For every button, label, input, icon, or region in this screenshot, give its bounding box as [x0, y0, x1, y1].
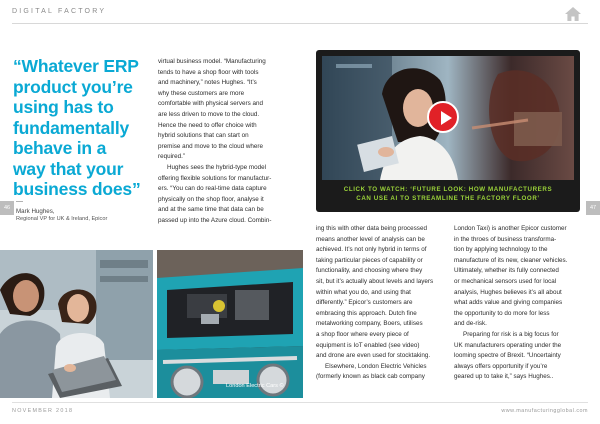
text-line: within what you do, and using that — [316, 288, 411, 296]
text-line: tion by applying technology to the — [454, 246, 548, 254]
header-divider — [12, 23, 588, 24]
text-line: functionality, and choosing where they — [316, 267, 423, 275]
text-line: passed up into the Azure cloud. Combin- — [158, 216, 272, 224]
pull-quote — [13, 56, 163, 200]
article-column-1 — [158, 57, 304, 227]
text-line: virtual business model. “Manufacturing — [158, 58, 266, 65]
video-caption[interactable] — [322, 186, 574, 204]
text-line: sit, but it’s actually about levels and layers — [316, 277, 434, 285]
attribution-role: Regional VP for UK & Ireland, Epicor — [16, 216, 108, 222]
engineers-photo — [0, 250, 153, 398]
text-line: Hughes sees the hybrid-type model — [167, 163, 267, 171]
footer-divider — [12, 402, 588, 403]
text-line: or mechanical sensors used for local — [454, 277, 557, 285]
text-line: always offers opportunity if you’re — [454, 362, 548, 370]
text-line: means another level of analysis can be — [316, 235, 425, 243]
pull-quote-line: fundamentally — [13, 117, 130, 138]
text-line: taking particular pieces of capability or — [316, 256, 423, 264]
attribution-name: Mark Hughes, — [16, 208, 55, 215]
text-line: (formerly known as black cab company — [316, 373, 425, 381]
text-line: equipment is IoT enabled (see video) — [316, 341, 420, 349]
pull-quote-line: product you’re — [13, 76, 133, 97]
text-line: the opportunity to do more for less — [454, 309, 550, 317]
attribution-dash: — — [16, 198, 23, 205]
page-number-right: 47 — [586, 201, 600, 215]
article-column-3 — [454, 224, 586, 383]
text-line: manufacture of its new, cleaner vehicles. — [454, 256, 568, 264]
text-line: and drone are even used for stocktaking. — [316, 352, 431, 360]
footer-date: NOVEMBER 2018 — [12, 408, 74, 414]
pull-quote-line: behave in a — [13, 138, 107, 158]
home-icon[interactable] — [565, 7, 581, 21]
text-line: a shop floor where every piece of — [316, 330, 409, 338]
text-line: and de-risk. — [454, 320, 487, 328]
text-line: achieved. It’s not only hybrid in terms of — [316, 246, 427, 254]
text-line: ers. “You can do real-time data capture — [158, 185, 267, 193]
text-line: differently.” Epicor’s customers are — [316, 299, 413, 307]
page-number-left: 46 — [0, 201, 14, 215]
text-line: what adds value and giving companies — [454, 299, 563, 307]
text-line: and machinery,” notes Hughes. “It’s — [158, 79, 257, 87]
text-line: embracing this approach. Dutch fine — [316, 309, 417, 317]
pull-quote-line: using has to — [13, 97, 114, 117]
photo-credit: London Electric Cars © — [226, 383, 284, 389]
text-line: why these customers are more — [158, 89, 245, 97]
text-line: offering flexible solutions for manufactur- — [158, 174, 272, 182]
text-line: in the throes of business transforma- — [454, 235, 557, 243]
pull-quote-line: business does” — [13, 179, 141, 199]
text-line: Hence the need to offer choice with — [158, 121, 257, 129]
pull-quote-line: “Whatever ERP — [13, 56, 139, 76]
electric-car-photo — [157, 250, 303, 398]
text-line: Preparing for risk is a big focus for — [463, 330, 559, 338]
video-caption-line[interactable]: CLICK TO WATCH: ‘FUTURE LOOK: HOW MANUFACTURERS — [343, 186, 553, 193]
text-line: are less driven to move to the cloud. — [158, 110, 260, 118]
text-line: ing this with other data being processed — [316, 225, 427, 232]
text-line: premise and move to the cloud where — [158, 142, 264, 150]
text-line: physically on the shop floor, analyse it — [158, 195, 264, 203]
section-title: DIGITAL FACTORY — [12, 8, 107, 15]
text-line: analysis, Hughes believes it’s all about — [454, 288, 562, 296]
text-line: geared up to take it,” says Hughes.. — [454, 373, 554, 381]
text-line: required.” — [158, 153, 185, 161]
text-line: tends to have a shop floor with tools — [158, 68, 259, 76]
text-line: hybrid solutions that can start on — [158, 132, 249, 140]
play-icon[interactable] — [427, 101, 459, 133]
footer-website-link[interactable]: www.manufacturingglobal.com — [501, 408, 588, 414]
text-line: looming spectre of Brexit. “Uncertainty — [454, 352, 561, 360]
text-line: Ultimately, whether its fully connected — [454, 267, 559, 275]
article-column-2 — [316, 224, 448, 383]
pull-quote-line: way that your — [13, 158, 124, 179]
text-line: and at the same time that data can be — [158, 206, 264, 214]
text-line: comfortable with physical servers and — [158, 100, 263, 108]
video-caption-line[interactable]: CAN USE AI TO STREAMLINE THE FACTORY FLOOR’ — [356, 194, 540, 202]
text-line: metalworking company, Boers, utilises — [316, 320, 423, 328]
text-line: UK manufacturers operating under the — [454, 341, 562, 349]
text-line: Elsewhere, London Electric Vehicles — [325, 362, 427, 370]
text-line: London Taxi) is another Epicor customer — [454, 225, 567, 232]
